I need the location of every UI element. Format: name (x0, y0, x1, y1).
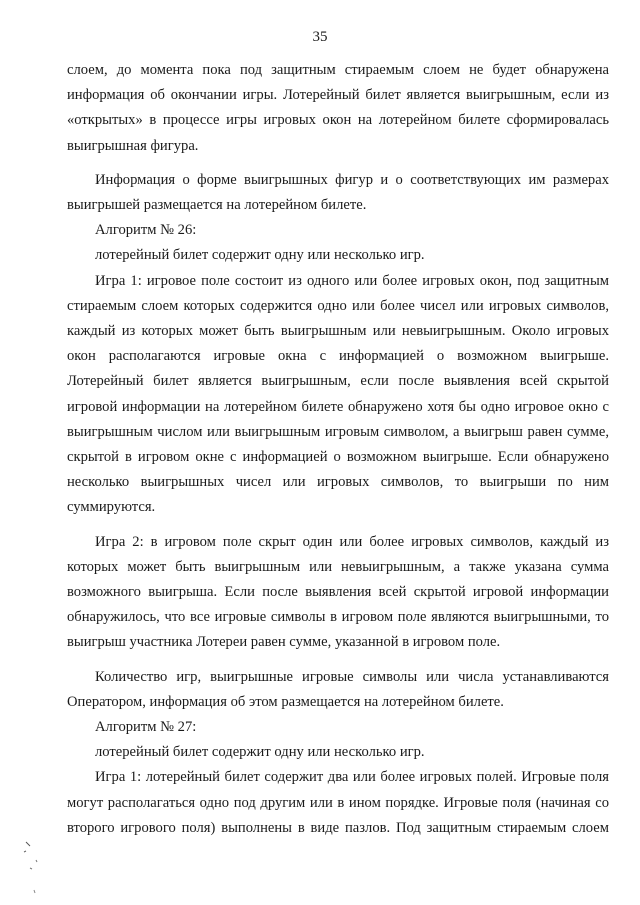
scan-artifact-marks (20, 838, 50, 898)
paragraph-games-count: Количество игр, выигрышные игровые символы или числа устанавливаются Оператором, информация об этом размещается на лотерейном билете. (67, 668, 609, 710)
paragraph-algorithm-27-intro: лотерейный билет содержит одну или несколько игр. (95, 744, 425, 761)
heading-algorithm-27: Алгоритм № 27: (95, 719, 197, 736)
paragraph-figures-info: Информация о форме выигрышных фигур и о соответствующих им размерах выигрышей размещается на лотерейном билете. (67, 171, 609, 214)
page-body (67, 58, 609, 841)
paragraph-algorithm-26-intro: лотерейный билет содержит одну или несколько игр. (95, 247, 425, 264)
page-number: 35 (312, 29, 328, 45)
paragraph-continuation: слоем, до момента пока под защитным стираемым слоем не будет обнаружена информация об окончании игры. Лотерейный билет является выигрышным, если из «открытых» в процессе игры игровых окон на лотерейном билете сформировалась выигрышная фигура. (67, 62, 609, 154)
paragraph-game-2: Игра 2: в игровом поле скрыт один или более игровых символов, каждый из которых может быть выигрышным или невыигрышным, а также указана сумма возможного выигрыша. Если после выявления всей скрытой игровой информации обнаружилось, что все игровые символы в игровом поле являются выигрышными, то выигрыш участника Лотереи равен сумме, указанной в игровом поле. (67, 533, 609, 651)
paragraph-game-1: Игра 1: игровое поле состоит из одного или более игровых окон, под защитным стираемым слоем которых содержится одно или более чисел или игровых символов, каждый из которых может быть выигрышным или невыигрышным. Около игровых окон располагаются игровые окна с информацией о возможном выигрыше. Лотерейный билет является выигрышным, если после выявления всей скрытой игровой информации на лотерейном билете обнаружено хотя бы одно игровое окно с выигрышным числом или выигрышным игровым символом, а выигрыш равен сумме, скрытой в игровом окне с информацией о возможном выигрыше. Если обнаружено несколько выигрышных чисел или игровых символов, то выигрыши по ним суммируются. (67, 272, 609, 516)
heading-algorithm-26: Алгоритм № 26: (95, 222, 197, 239)
paragraph-algorithm-27-game-1: Игра 1: лотерейный билет содержит два или более игровых полей. Игровые поля могут располагаться одно под другим или в ином порядке. Игровые поля (начиная со второго игрового поля) выполнены в виде пазлов. Под защитным стираемым слоем (67, 769, 609, 836)
